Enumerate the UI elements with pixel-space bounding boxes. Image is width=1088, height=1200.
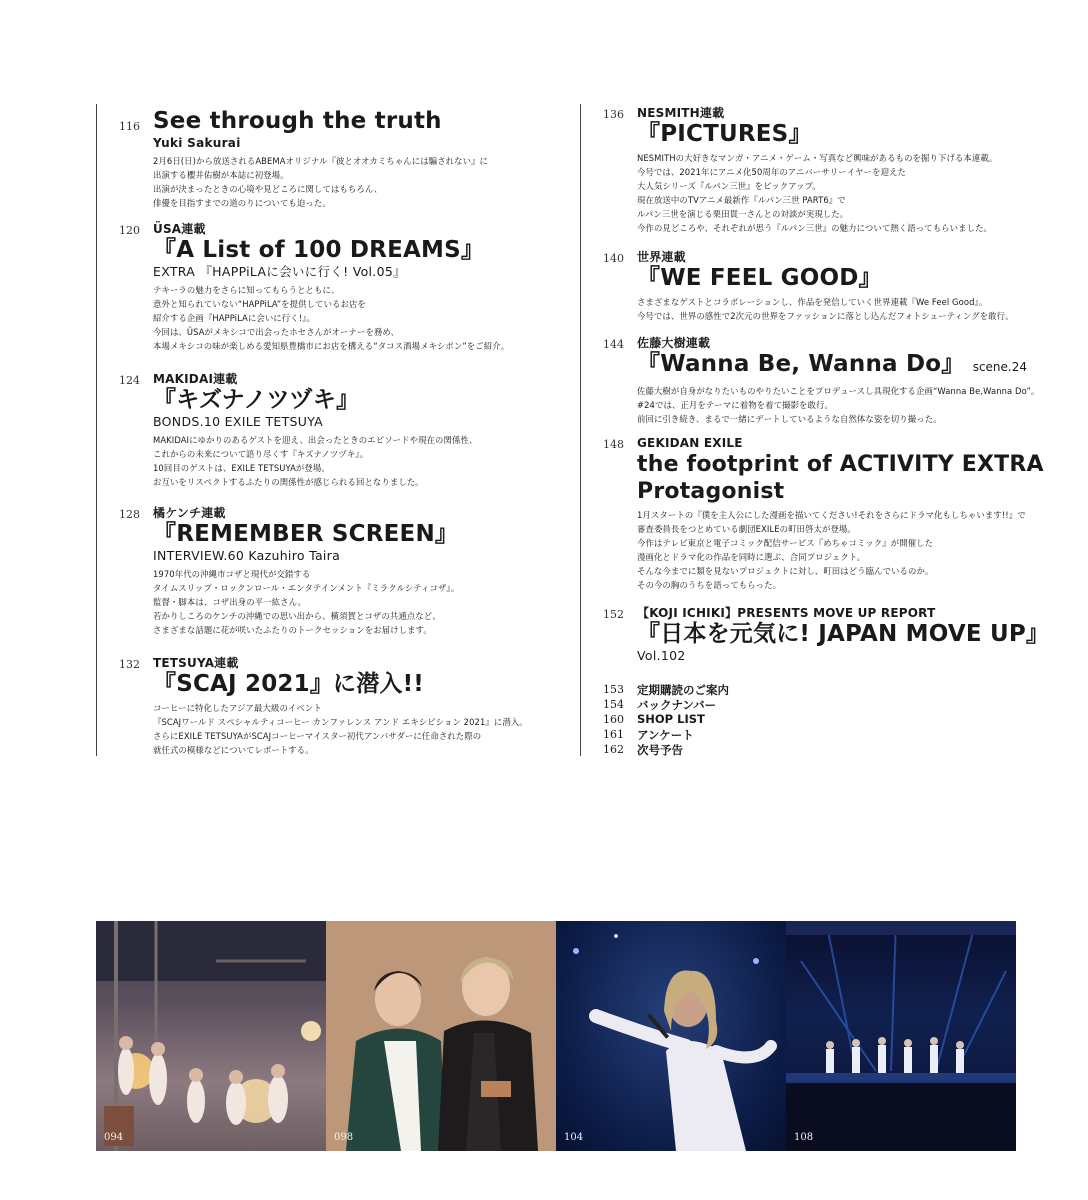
series-tag: 世界連載 bbox=[637, 250, 686, 264]
entry-title: 『Wanna Be, Wanna Do』 scene.24 bbox=[637, 351, 1027, 377]
entry-title: 『SCAJ 2021』に潜入!! bbox=[153, 671, 425, 697]
entry-description: 2月6日(日)から放送されるABEMAオリジナル『彼とオオカミちゃんには騙されない』に 出演する櫻井佑樹が本誌に初登場。 出演が決まったときの心境や見どころに関してはもちろん、 俳優を目指すまでの道のりについても迫った。 bbox=[153, 156, 489, 208]
page-number: 116 bbox=[119, 120, 140, 133]
list-item[interactable]: 161 アンケート bbox=[603, 728, 694, 742]
page-number: 132 bbox=[119, 658, 140, 671]
photo-page-number: 094 bbox=[104, 1132, 124, 1143]
entry-description: テキーラの魅力をさらに知ってもらうとともに、 意外と知られていない“HAPPiLA”を提供しているお店を 紹介する企画『HAPPiLAに会いに行く!』。 今回は、ÜSAがメキシコで出会ったホセさんがオーナーを務め、 本場メキシコの味が楽しめる愛知県豊橋市にお店を構える“タコス酒場メキシポン”をご紹介。 bbox=[153, 285, 510, 351]
entry-title: 『PICTURES』 bbox=[637, 121, 812, 147]
entry-title: 『A List of 100 DREAMS』 bbox=[153, 237, 485, 263]
toc-left-column bbox=[96, 104, 567, 756]
photo-strip bbox=[96, 921, 1016, 1151]
photo-page-number: 108 bbox=[794, 1132, 814, 1143]
entry-title: 『REMEMBER SCREEN』 bbox=[153, 521, 459, 547]
list-item[interactable]: 153 定期購読のご案内 bbox=[603, 683, 729, 697]
entry-description: 佐藤大樹が自身がなりたいものやりたいことをプロデュースし具現化する企画“Wanna Be,Wanna Do”。 #24では、正月をテーマに着物を着て撮影を敢行。 前回に引き続き、まるで一緒にデートしているような自然体な姿を切り撮った。 bbox=[637, 386, 1040, 424]
entry-subtitle: INTERVIEW.60 Kazuhiro Taira bbox=[153, 548, 341, 563]
page-number: 128 bbox=[119, 508, 140, 521]
series-tag: NESMITH連載 bbox=[637, 106, 725, 120]
page-number: 140 bbox=[603, 252, 624, 265]
series-tag: 橘ケンチ連載 bbox=[153, 506, 226, 520]
entry-title: the footprint of ACTIVITY EXTRA bbox=[637, 452, 1044, 477]
series-tag: GEKIDAN EXILE bbox=[637, 436, 743, 450]
group-photo-studio-icon bbox=[96, 921, 326, 1151]
photo-singer-live[interactable] bbox=[556, 921, 786, 1151]
list-item[interactable]: 160 SHOP LIST bbox=[603, 712, 705, 726]
stage-concert-icon bbox=[786, 921, 1016, 1151]
series-tag: TETSUYA連載 bbox=[153, 656, 239, 670]
series-tag: 【KOJI ICHIKI】PRESENTS MOVE UP REPORT bbox=[637, 606, 936, 620]
entry-title: 『WE FEEL GOOD』 bbox=[637, 265, 882, 291]
list-item[interactable]: 154 バックナンバー bbox=[603, 698, 717, 712]
entry-title-line2: Protagonist bbox=[637, 479, 785, 504]
photo-group-studio[interactable] bbox=[96, 921, 326, 1151]
series-tag: 佐藤大樹連載 bbox=[637, 336, 711, 350]
photo-duo-portrait[interactable] bbox=[326, 921, 556, 1151]
entry-description: コーヒーに特化したアジア最大級のイベント 『SCAJワールド スペシャルティコーヒー カンファレンス アンド エキシビション 2021』に潜入。 さらにEXILE TETSUYAがSCAJコーヒーマイスター初代アンバサダーに任命された際の 就任式の模様などについてレポートする。 bbox=[153, 703, 528, 755]
page-number: 120 bbox=[119, 224, 140, 237]
entry-description: さまざまなゲストとコラボレーションし、作品を発信していく世界連載『We Feel Good』。 今号では、世界の感性で2次元の世界をファッションに落とし込んだフォトシューティングを敢行。 bbox=[637, 297, 1014, 321]
toc-right-column bbox=[580, 104, 1051, 756]
duo-portrait-icon bbox=[326, 921, 556, 1151]
entry-subtitle: BONDS.10 EXILE TETSUYA bbox=[153, 414, 324, 429]
page-number: 152 bbox=[603, 608, 624, 621]
series-tag: MAKIDAI連載 bbox=[153, 372, 238, 386]
entry-title: See through the truth bbox=[153, 108, 442, 134]
page-number: 136 bbox=[603, 108, 624, 121]
misc-page-list bbox=[581, 682, 1041, 757]
entry-title: 『日本を元気に! JAPAN MOVE UP』 bbox=[637, 621, 1050, 647]
entry-description: 1970年代の沖縄市コザと現代が交錯する タイムスリップ・ロックンロール・エンタテインメント『ミラクルシティコザ』。 監督・脚本は、コザ出身の平一紘さん。 若かりしころのケンチの沖縄での思い出から、横須賀とコザの共通点など、 さまざまな話題に花が咲いたふたりのトークセッションをお届けします。 bbox=[153, 569, 460, 635]
photo-stage-concert[interactable] bbox=[786, 921, 1016, 1151]
page-number: 144 bbox=[603, 338, 624, 351]
singer-live-icon bbox=[556, 921, 786, 1151]
entry-description: 1月スタートの『僕を主人公にした漫画を描いてください!それをさらにドラマ化もしちゃいます!!』で 審査委員長をつとめている劇団EXILEの町田啓太が登場。 今作はテレビ東京と電子コミック配信サービス『めちゃコミック』が開催した 漫画化とドラマ化の作品を同時に選ぶ、合同プロジェクト。 そんな今までに類を見ないプロジェクトに対し、町田はどう臨んでいるのか。 その今の胸のうちを語ってもらった。 bbox=[637, 510, 1026, 590]
entry-description: MAKIDAIにゆかりのあるゲストを迎え、出会ったときのエピソードや現在の関係性、 これからの未来について語り尽くす『キズナノツヅキ』。 10回目のゲストは、EXILE TETSUYAが登場。 お互いをリスペクトするふたりの関係性が感じられる回となりました。 bbox=[153, 435, 478, 487]
entry-subtitle: Vol.102 bbox=[637, 648, 686, 663]
entry-description: NESMITHの大好きなマンガ・アニメ・ゲーム・写真など興味があるものを掘り下げる本連載。 今号では、2021年にアニメ化50周年のアニバーサリーイヤーを迎えた 大人気シリーズ『ルパン三世』をピックアップ。 現在放送中のTVアニメ最新作『ルパン三世 PART6』で ルパン三世を演じる栗田貫一さんとの対談が実現した。 今作の見どころや、それぞれが思う『ルパン三世』の魅力について熱く語ってもらいました。 bbox=[637, 153, 998, 233]
entry-title: 『キズナノツヅキ』 bbox=[153, 387, 360, 413]
photo-page-number: 098 bbox=[334, 1132, 354, 1143]
list-item[interactable]: 162 次号予告 bbox=[603, 743, 683, 757]
entry-subtitle: EXTRA 『HAPPiLAに会いに行く! Vol.05』 bbox=[153, 264, 406, 279]
page-number: 148 bbox=[603, 438, 624, 451]
page-number: 124 bbox=[119, 374, 140, 387]
entry-subtitle: Yuki Sakurai bbox=[153, 136, 241, 150]
photo-page-number: 104 bbox=[564, 1132, 584, 1143]
series-tag: ÜSA連載 bbox=[153, 222, 206, 236]
entry-title-suffix: scene.24 bbox=[972, 360, 1027, 374]
